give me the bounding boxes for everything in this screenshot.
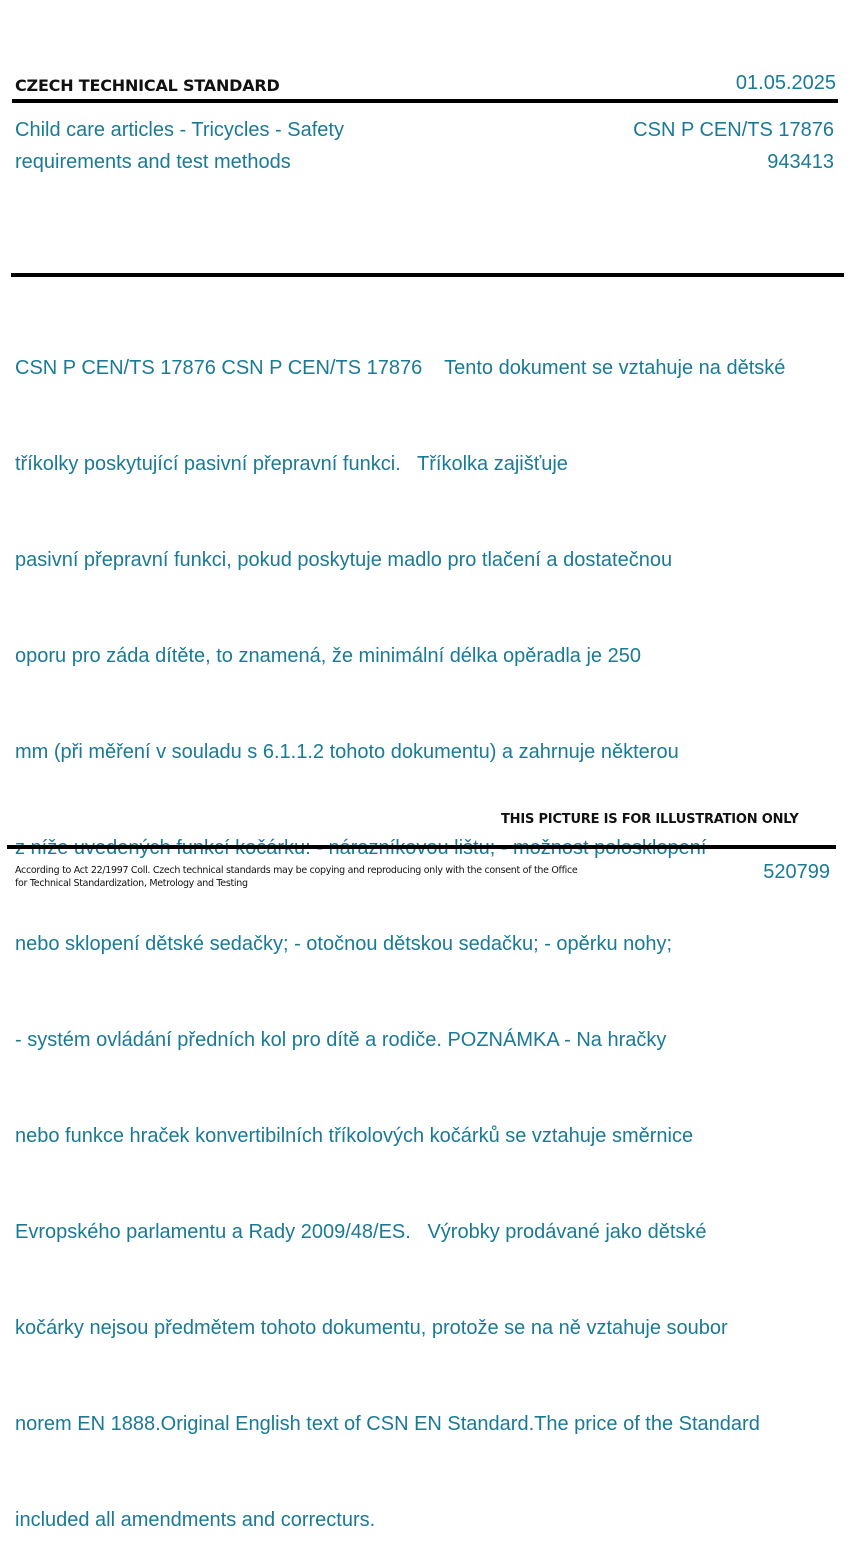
document-title-line-2: requirements and test methods (15, 151, 291, 173)
abstract-line: included all amendments and correcturs. (15, 1509, 376, 1531)
abstract-line: kočárky nejsou předmětem tohoto dokumentu, protože se na ně vztahuje soubor (15, 1317, 728, 1339)
abstract-text (15, 288, 855, 1568)
abstract-line: CSN P CEN/TS 17876 CSN P CEN/TS 17876 Tento dokument se vztahuje na dětské (15, 357, 786, 379)
document-identifiers (633, 114, 834, 178)
standard-code: CSN P CEN/TS 17876 (633, 119, 834, 141)
abstract-line: nebo funkce hraček konvertibilních tříkolových kočárků se vztahuje směrnice (15, 1125, 694, 1147)
legal-notice-line-1: According to Act 22/1997 Coll. Czech technical standards may be copying and reproducing only with the consent of the Office (15, 865, 578, 876)
abstract-line: norem EN 1888.Original English text of CSN EN Standard.The price of the Standard (15, 1413, 760, 1435)
abstract-line: nebo sklopení dětské sedačky; - otočnou dětskou sedačku; - opěrku nohy; (15, 933, 673, 955)
catalog-number: 943413 (767, 151, 834, 173)
footer-divider (7, 845, 836, 849)
abstract-line: mm (při měření v souladu s 6.1.1.2 tohoto dokumentu) a zahrnuje některou (15, 741, 679, 763)
illustration-disclaimer: THIS PICTURE IS FOR ILLUSTRATION ONLY (501, 812, 799, 827)
document-title-line-1: Child care articles - Tricycles - Safety (15, 119, 344, 141)
publication-date: 01.05.2025 (735, 72, 836, 94)
header-divider (12, 99, 838, 103)
abstract-line: pasivní přepravní funkci, pokud poskytuje madlo pro tlačení a dostatečnou (15, 549, 673, 571)
document-title (15, 114, 445, 178)
abstract-line: - systém ovládání předních kol pro dítě a rodiče. POZNÁMKA - Na hračky (15, 1029, 667, 1051)
footer-product-id: 520799 (763, 861, 830, 883)
legal-notice (15, 864, 595, 890)
abstract-line: Evropského parlamentu a Rady 2009/48/ES. Výrobky prodávané jako dětské (15, 1221, 707, 1243)
abstract-line: tříkolky poskytující pasivní přepravní funkci. Tříkolka zajišťuje (15, 453, 568, 475)
content-divider (11, 273, 844, 277)
legal-notice-line-2: for Technical Standardization, Metrology and Testing (15, 878, 248, 889)
standard-header-label: CZECH TECHNICAL STANDARD (15, 76, 280, 95)
abstract-line: oporu pro záda dítěte, to znamená, že minimální délka opěradla je 250 (15, 645, 641, 667)
